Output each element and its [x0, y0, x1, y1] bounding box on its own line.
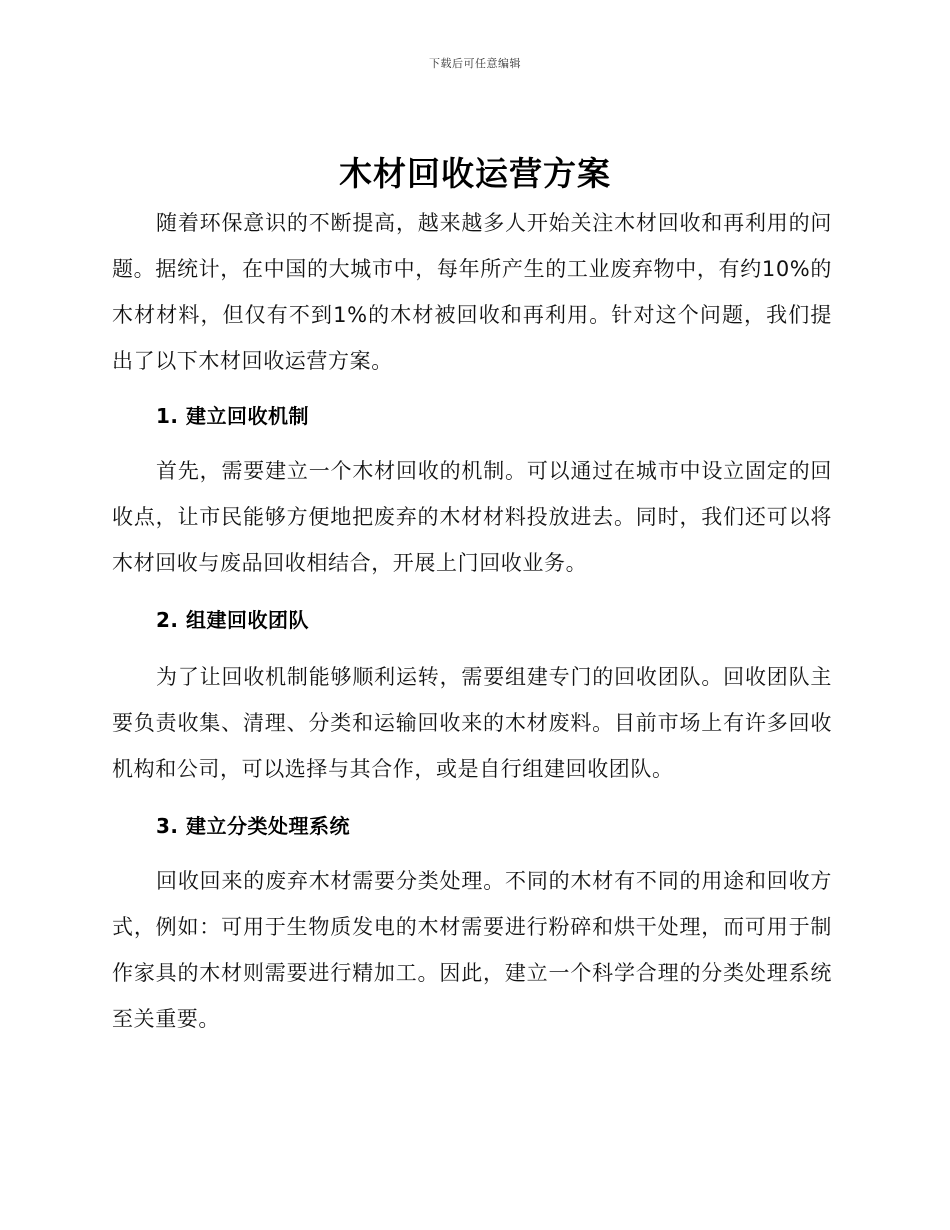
section-paragraph: 首先，需要建立一个木材回收的机制。可以通过在城市中设立固定的回收点，让市民能够方便地把废弃的木材材料投放进去。同时，我们还可以将木材回收与废品回收相结合，开展上门回收业务。	[112, 459, 832, 575]
section-3-heading-block	[112, 810, 832, 839]
section-paragraph: 为了让回收机制能够顺利运转，需要组建专门的回收团队。回收团队主要负责收集、清理、分类和运输回收来的木材废料。目前市场上有许多回收机构和公司，可以选择与其合作，或是自行组建回收团队。	[112, 665, 832, 781]
intro-block	[112, 200, 832, 384]
section-2-heading-block	[112, 604, 832, 633]
section-1-heading-block	[112, 400, 832, 429]
intro-paragraph: 随着环保意识的不断提高，越来越多人开始关注木材回收和再利用的问题。据统计，在中国的大城市中，每年所产生的工业废弃物中，有约10%的木材材料，但仅有不到1%的木材被回收和再利用。针对这个问题，我们提出了以下木材回收运营方案。	[112, 211, 832, 373]
section-3-body-block	[112, 858, 832, 1042]
section-heading: 3. 建立分类处理系统	[156, 814, 350, 838]
section-heading: 1. 建立回收机制	[156, 404, 309, 428]
section-1-body-block	[112, 448, 832, 586]
section-2-body-block	[112, 654, 832, 792]
document-title: 木材回收运营方案	[339, 154, 611, 193]
section-heading: 2. 组建回收团队	[156, 608, 309, 632]
section-paragraph: 回收回来的废弃木材需要分类处理。不同的木材有不同的用途和回收方式，例如：可用于生物质发电的木材需要进行粉碎和烘干处理，而可用于制作家具的木材则需要进行精加工。因此，建立一个科学合理的分类处理系统至关重要。	[112, 869, 832, 1031]
header-note: 下载后可任意编辑	[429, 57, 521, 70]
